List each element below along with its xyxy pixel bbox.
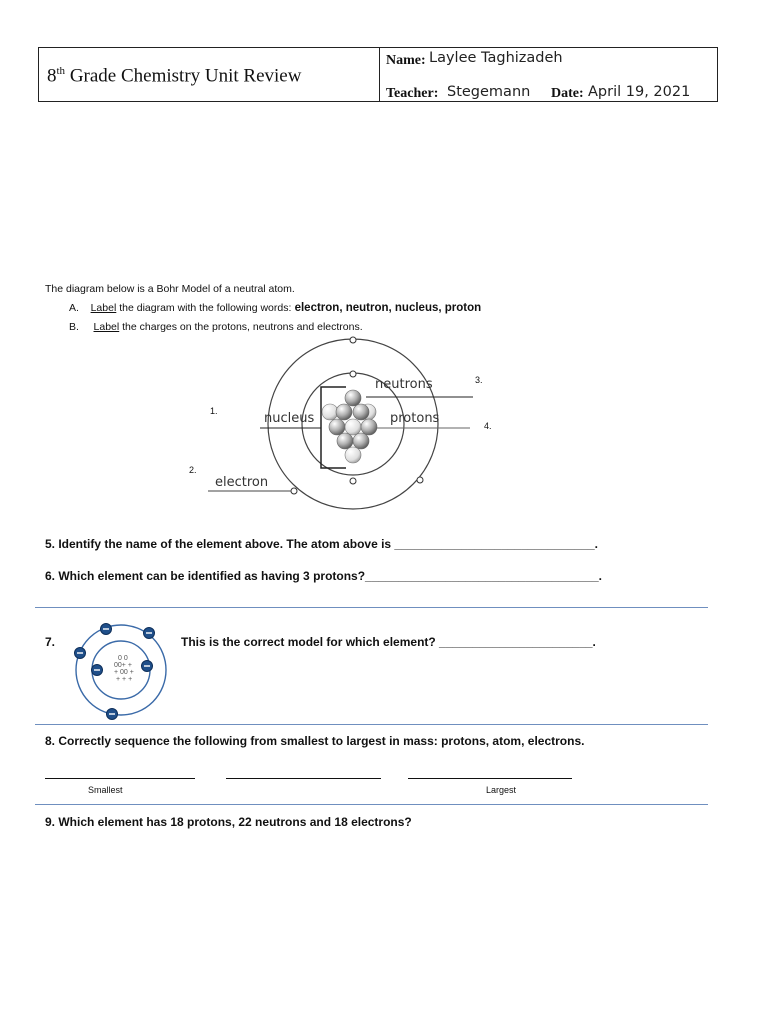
handwritten-protons: protons [390, 411, 440, 426]
question-8: 8. Correctly sequence the following from smallest to largest in mass: protons, atom, electrons. [45, 734, 585, 748]
nucleus-particles [322, 390, 377, 463]
teacher-label: Teacher: [386, 86, 439, 101]
q7-nucleus-row1: 0 0 [118, 655, 128, 662]
date-value: April 19, 2021 [588, 84, 691, 100]
answer-blank-middle[interactable] [226, 778, 381, 779]
name-value: Laylee Taghizadeh [429, 50, 563, 66]
name-label: Name: [386, 53, 426, 68]
q7-nucleus-row3: + 00 + [114, 669, 134, 676]
label-number-2: 2. [189, 465, 197, 475]
instruction-b: B. Label the charges on the protons, neutrons and electrons. [69, 321, 363, 333]
question-7-text: This is the correct model for which element? _______________________. [181, 635, 596, 649]
teacher-value: Stegemann [447, 84, 531, 100]
q7-nucleus-row4: + + + [116, 676, 133, 683]
electron [350, 337, 356, 343]
section-divider [35, 607, 708, 608]
header-table [38, 47, 718, 102]
intro-text: The diagram below is a Bohr Model of a neutral atom. [45, 283, 295, 295]
electron [350, 371, 356, 377]
question-9: 9. Which element has 18 protons, 22 neutrons and 18 electrons? [45, 815, 412, 829]
date-label: Date: [551, 86, 584, 101]
bohr-model-diagram [180, 330, 520, 525]
answer-blank-smallest[interactable] [45, 778, 195, 779]
question-6: 6. Which element can be identified as having 3 protons?___________________________________. [45, 569, 602, 583]
worksheet-title: 8th Grade Chemistry Unit Review [47, 65, 302, 87]
question-5: 5. Identify the name of the element above. The atom above is ______________________________. [45, 537, 598, 551]
smallest-caption: Smallest [88, 785, 123, 795]
largest-caption: Largest [486, 785, 517, 795]
question-7-number: 7. [45, 635, 56, 649]
instruction-a: A. Label the diagram with the following words: electron, neutron, nucleus, proton [69, 302, 482, 314]
electron [417, 477, 423, 483]
section-divider [35, 804, 708, 805]
section-divider [35, 724, 708, 725]
header-divider [379, 48, 380, 101]
handwritten-electron: electron [215, 475, 269, 490]
label-number-1: 1. [210, 406, 218, 416]
handwritten-nucleus: nucleus [264, 411, 315, 426]
label-number-3: 3. [475, 375, 483, 385]
handwritten-neutrons: neutrons [375, 377, 433, 392]
electron [291, 488, 297, 494]
answer-blank-largest[interactable] [408, 778, 572, 779]
label-number-4: 4. [484, 421, 492, 431]
q7-nucleus-row2: 00+ + [114, 662, 132, 669]
electron [350, 478, 356, 484]
